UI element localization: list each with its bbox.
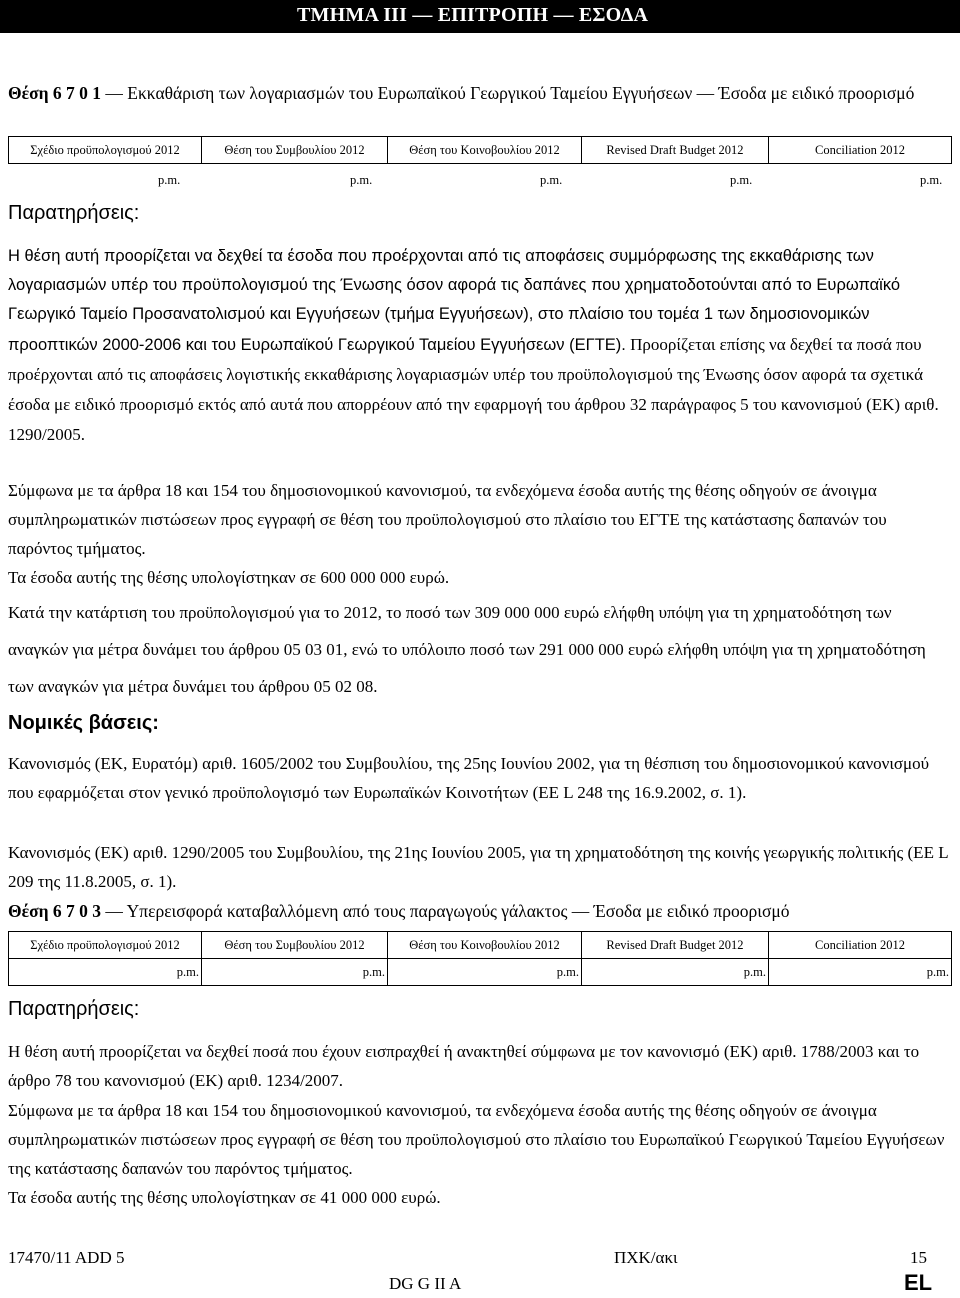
page-footer: [0, 1248, 960, 1298]
table-header-parliament: Θέση του Κοινοβουλίου 2012: [388, 137, 582, 164]
table-header-revised: Revised Draft Budget 2012: [582, 932, 769, 959]
table-header-revised: Revised Draft Budget 2012: [582, 137, 769, 164]
remarks-paragraph: Τα έσοδα αυτής της θέσης υπολογίστηκαν σε 41 000 000 ευρώ.: [8, 1188, 441, 1207]
item-6703-title: — Υπερεισφορά καταβαλλόμενη από τους παραγωγούς γάλακτος — Έσοδα με ειδικό προορισμό: [101, 901, 790, 921]
pm-value: p.m.: [9, 959, 202, 986]
section-header-title: ΤΜΗΜΑ ΙΙΙ — ΕΠΙΤΡΟΠΗ — ΕΣΟΔΑ: [297, 4, 649, 26]
table-header-council: Θέση του Συμβουλίου 2012: [202, 932, 388, 959]
footer-initials: ΠΧΚ/ακι: [614, 1248, 678, 1267]
pm-value: p.m.: [730, 173, 753, 187]
table-header-draft: Σχέδιο προϋπολογισμού 2012: [9, 932, 202, 959]
pm-value: p.m.: [202, 959, 388, 986]
pm-value: p.m.: [769, 959, 952, 986]
footer-page-number: 15: [910, 1248, 927, 1267]
pm-row-6701: [8, 173, 951, 191]
footer-language: EL: [904, 1270, 933, 1295]
item-6703-heading: [8, 898, 953, 924]
pm-value: p.m.: [540, 173, 563, 187]
pm-value: p.m.: [158, 173, 181, 187]
remarks-paragraph: Τα έσοδα αυτής της θέσης υπολογίστηκαν σε 600 000 000 ευρώ.: [8, 568, 450, 587]
pm-value: p.m.: [350, 173, 373, 187]
remarks-paragraph: Σύμφωνα με τα άρθρα 18 και 154 του δημοσιονομικού κανονισμού, τα ενδεχόμενα έσοδα αυτής της θέσης οδηγούν σε άνοιγμα συμπληρωματικών πιστώσεων προς εγγραφή σε θέση του προϋπολογισμού στο πλαίσιο του Ευρωπαϊκού Γεωργικού Ταμείου Εγγυήσεων της κατάστασης δαπανών του παρόντος τμήματος.: [8, 1101, 945, 1179]
footer-dg: DG G II A: [389, 1274, 462, 1293]
budget-table-6703: [8, 931, 952, 986]
remarks-paragraph: Η θέση αυτή προορίζεται να δεχθεί τα έσοδα που προέρχονται από τις αποφάσεις συμμόρφωσης της εκκαθάρισης των λογαριασμών υπέρ του προϋπολογισμού της Ένωσης όσον αφορά τις δαπάνες που χρηματοδοτούνται από το Ευρωπαϊκό Γεωργικό Ταμείο Προσανατολισμού και Εγγυήσεων (τμήμα Εγγυήσεων), στο πλαίσιο του τομέα 1 των δημοσιονομικών προοπτικών 2000-2006 και του Ευρωπαϊκού Γεωργικού Ταμείου Εγγυήσεων (ΕΓΤΕ). Προορίζεται επίσης να δεχθεί τα ποσά που προέρχονται από τις αποφάσεις λογιστικής εκκαθάρισης λογαριασμών υπέρ του προϋπολογισμού της Ένωσης όσον αφορά τα σχετικά έσοδα με ειδικό προορισμό εκτός από αυτά που απορρέουν από την εφαρμογή του άρθρου 32 παράγραφος 5 του κανονισμού (ΕΚ) αριθ. 1290/2005.: [8, 247, 939, 445]
table-header-parliament: Θέση του Κοινοβουλίου 2012: [388, 932, 582, 959]
remarks-paragraph: Σύμφωνα με τα άρθρα 18 και 154 του δημοσιονομικού κανονισμού, τα ενδεχόμενα έσοδα αυτής της θέσης οδηγούν σε άνοιγμα συμπληρωματικών πιστώσεων προς εγγραφή σε θέση του προϋπολογισμού στο πλαίσιο του ΕΓΤΕ της κατάστασης δαπανών του παρόντος τμήματος.: [8, 481, 887, 559]
remarks-paragraph: Κατά την κατάρτιση του προϋπολογισμού για το 2012, το ποσό των 309 000 000 ευρώ ελήφθη υπόψη για τη χρηματοδότηση των αναγκών για μέτρα δυνάμει του άρθρου 05 03 01, ενώ το υπόλοιπο ποσό των 291 000 000 ευρώ ελήφθη υπόψη για τη χρηματοδότηση των αναγκών για μέτρα δυνάμει του άρθρου 05 02 08.: [8, 603, 926, 696]
table-header-council: Θέση του Συμβουλίου 2012: [202, 137, 388, 164]
footer-doc-ref: 17470/11 ADD 5: [8, 1248, 125, 1267]
legal-basis-paragraph: Κανονισμός (ΕΚ, Ευρατόμ) αριθ. 1605/2002 του Συμβουλίου, της 25ης Ιουνίου 2002, για τη θέσπιση του δημοσιονομικού κανονισμού που εφαρμόζεται στον γενικό προϋπολογισμό των Ευρωπαϊκών Κοινοτήτων (ΕΕ L 248 της 16.9.2002, σ. 1).: [8, 754, 930, 803]
pm-value: p.m.: [582, 959, 769, 986]
legal-basis-paragraph: Κανονισμός (ΕΚ) αριθ. 1290/2005 του Συμβουλίου, της 21ης Ιουνίου 2005, για τη χρηματοδότηση της κοινής γεωργικής πολιτικής (ΕΕ L 209 της 11.8.2005, σ. 1).: [8, 843, 948, 892]
item-6703-number: Θέση 6 7 0 3: [8, 901, 102, 921]
budget-table-6701: [8, 136, 952, 164]
table-header-draft: Σχέδιο προϋπολογισμού 2012: [9, 137, 202, 164]
item-6701-number: Θέση 6 7 0 1: [8, 83, 102, 103]
remarks-label-6703: Παρατηρήσεις:: [8, 998, 140, 1020]
section-header-bar: [0, 0, 960, 33]
remarks-label-6701: Παρατηρήσεις:: [8, 202, 140, 224]
pm-value: p.m.: [388, 959, 582, 986]
item-6701-heading: [8, 80, 953, 106]
legal-basis-label-6701: Νομικές βάσεις:: [8, 712, 159, 734]
pm-value: p.m.: [920, 173, 943, 187]
remarks-paragraph: Η θέση αυτή προορίζεται να δεχθεί ποσά που έχουν εισπραχθεί ή ανακτηθεί σύμφωνα με τον κανονισμό (ΕΚ) αριθ. 1788/2003 και το άρθρο 78 του κανονισμού (ΕΚ) αριθ. 1234/2007.: [8, 1042, 920, 1091]
item-6701-title: — Εκκαθάριση των λογαριασμών του Ευρωπαϊκού Γεωργικού Ταμείου Εγγυήσεων — Έσοδα με ειδικό προορισμό: [101, 83, 915, 103]
table-header-conciliation: Conciliation 2012: [769, 932, 952, 959]
table-header-conciliation: Conciliation 2012: [769, 137, 952, 164]
